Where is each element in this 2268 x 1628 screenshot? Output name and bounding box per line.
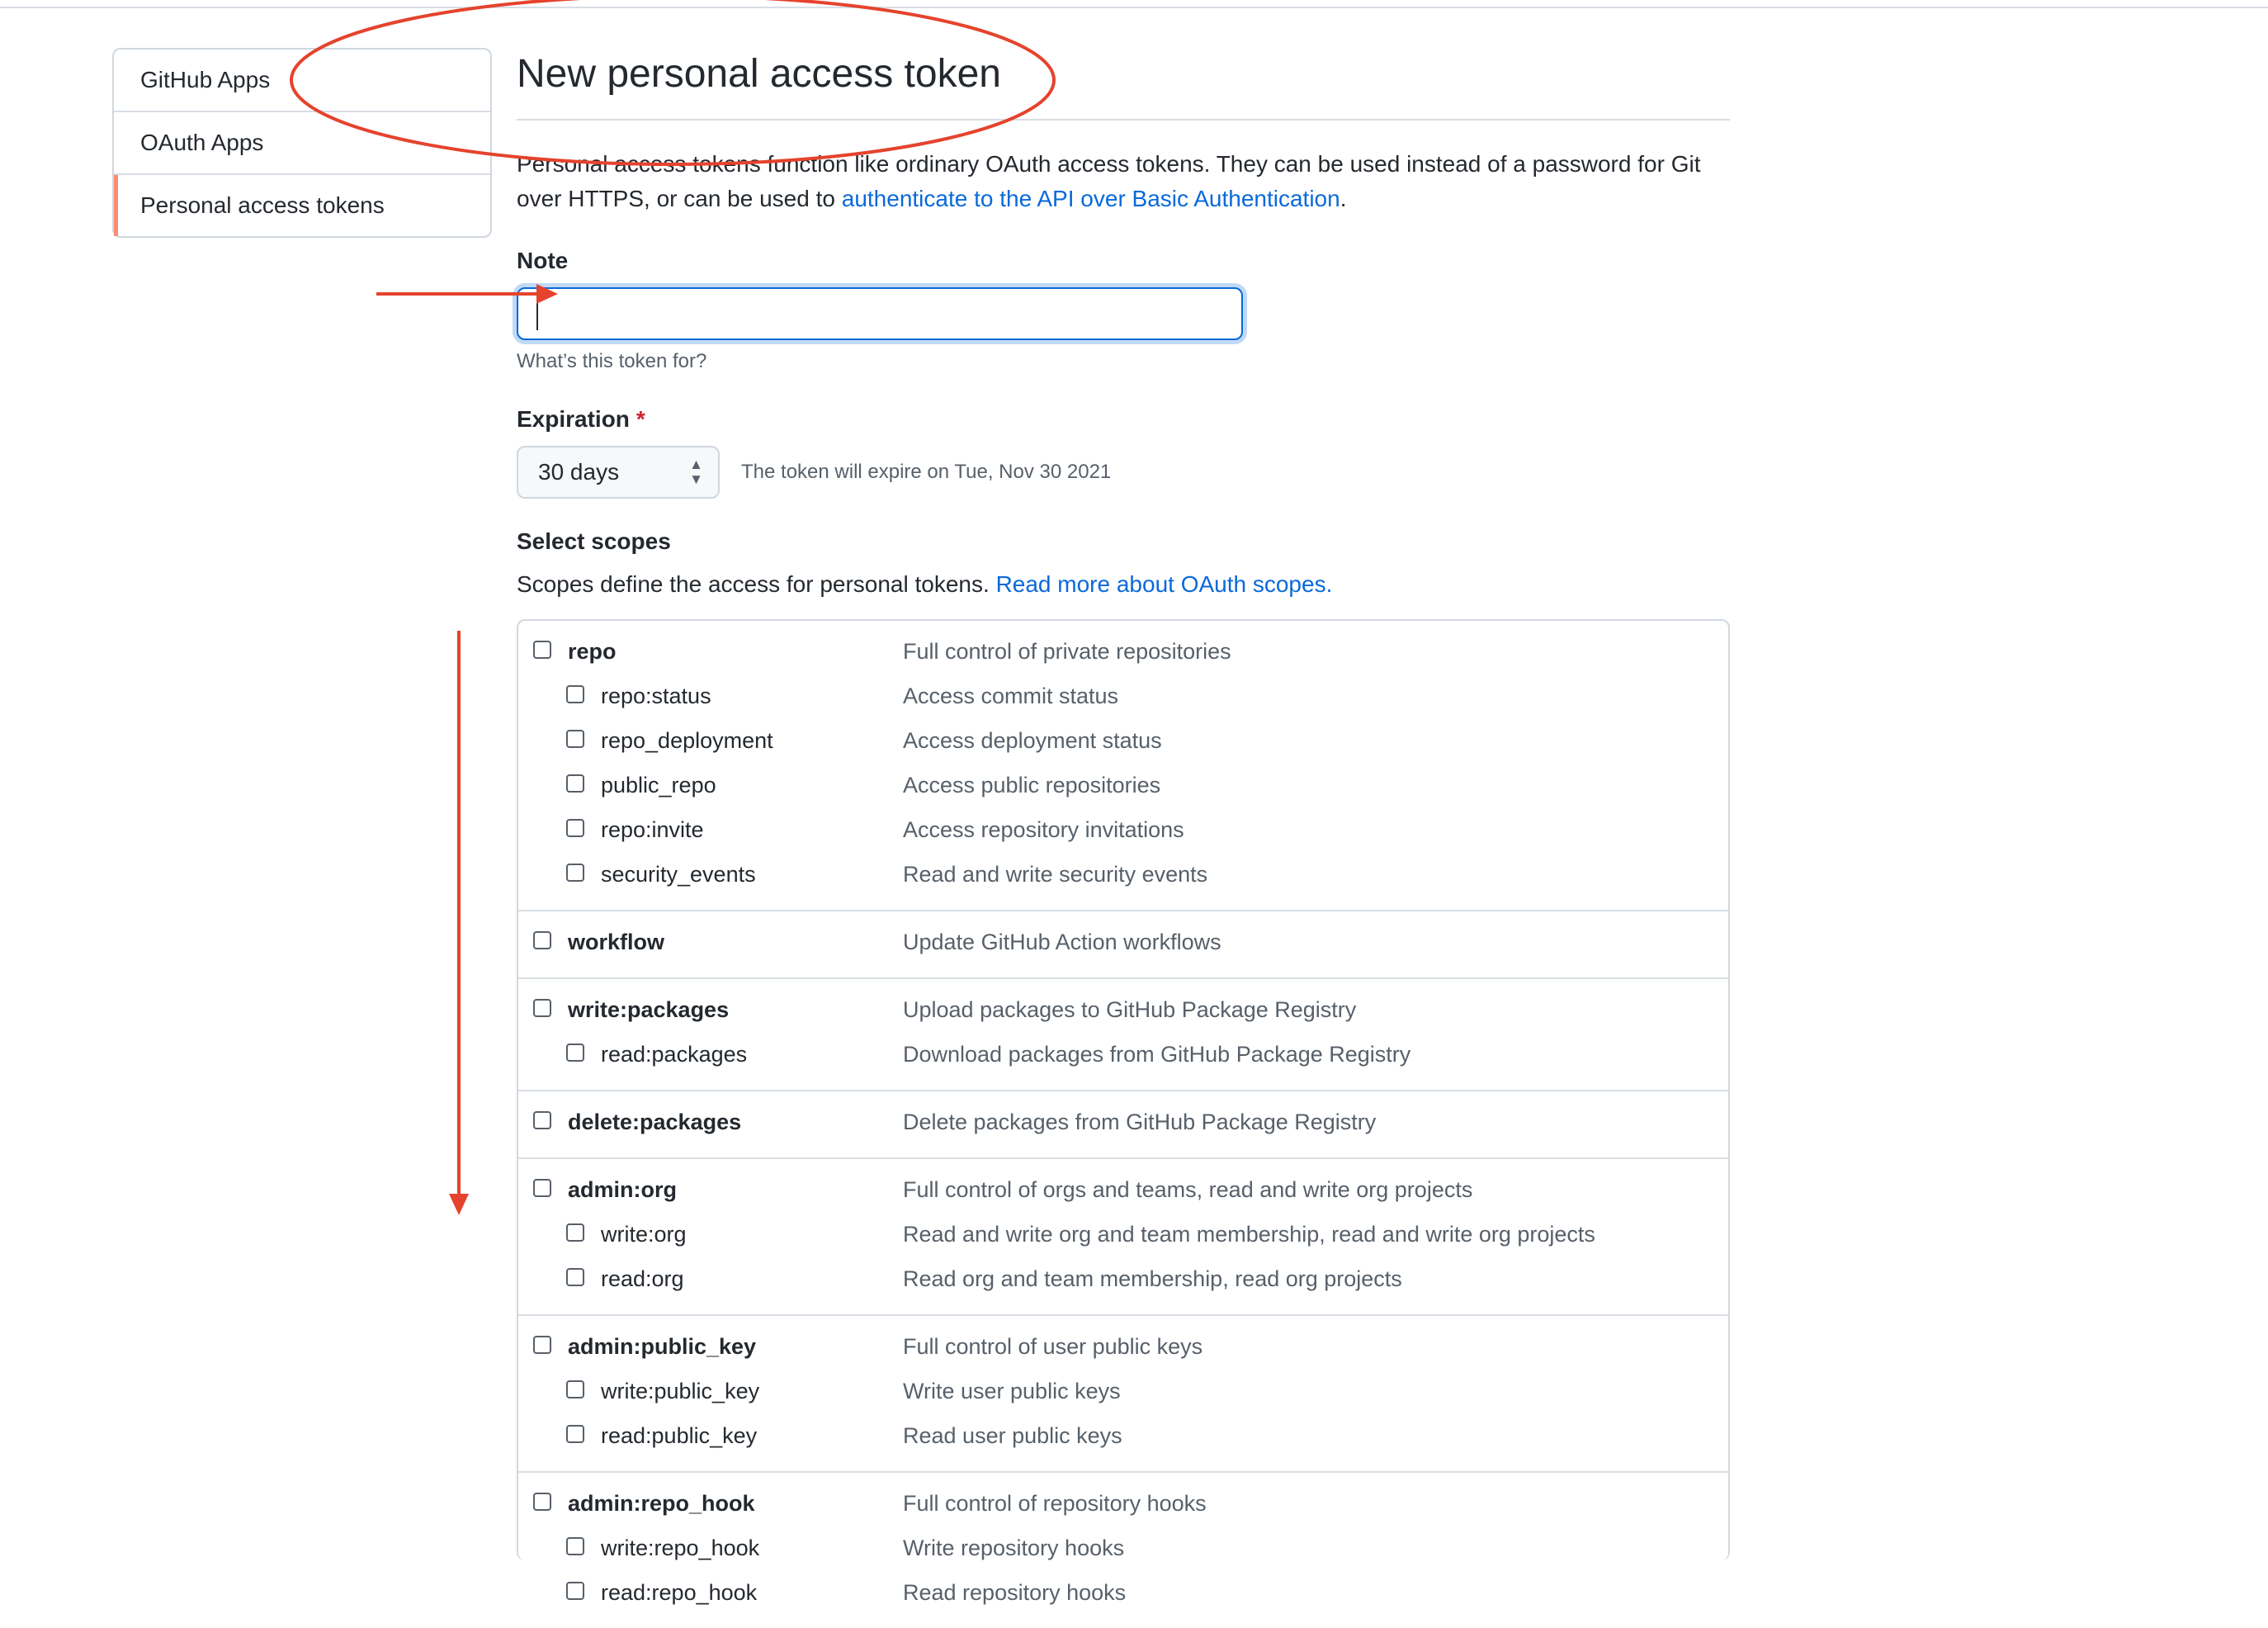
scope-description: Full control of private repositories: [903, 639, 1231, 664]
scope-name[interactable]: workflow: [568, 930, 665, 954]
scope-checkbox[interactable]: [566, 819, 584, 837]
scope-checkbox[interactable]: [566, 1223, 584, 1242]
scope-checkbox[interactable]: [566, 774, 584, 793]
scope-row: [518, 720, 1728, 764]
scope-description: Read and write security events: [903, 862, 1208, 887]
scope-checkbox[interactable]: [566, 685, 584, 703]
scope-description: Update GitHub Action workflows: [903, 930, 1221, 954]
scope-description: Delete packages from GitHub Package Registry: [903, 1110, 1377, 1134]
scope-checkbox[interactable]: [533, 1111, 551, 1129]
select-scopes-heading: Select scopes: [517, 528, 671, 554]
scope-group: [518, 1471, 1728, 1628]
sidebar-item-github-apps[interactable]: GitHub Apps: [140, 67, 271, 92]
scope-row: [518, 854, 1728, 898]
scope-row: [518, 1258, 1728, 1303]
scope-group: [518, 977, 1728, 1090]
scope-name[interactable]: repo_deployment: [601, 728, 773, 753]
select-updown-icon: ▲ ▼: [689, 457, 703, 487]
scope-description: Read repository hooks: [903, 1580, 1127, 1605]
intro-text: Personal access tokens function like ordinary OAuth access tokens. They can be used instead of a password for Git over HTTPS, or can be used to: [517, 151, 1701, 211]
scope-description: Access commit status: [903, 684, 1119, 708]
scope-checkbox[interactable]: [566, 1425, 584, 1443]
scope-row: [518, 1326, 1728, 1370]
scope-row: [518, 1169, 1728, 1214]
settings-sidebar: [112, 48, 492, 238]
scope-checkbox[interactable]: [533, 641, 551, 659]
scope-row: [518, 764, 1728, 809]
scope-name[interactable]: read:public_key: [601, 1423, 758, 1448]
scope-description: Read and write org and team membership, read and write org projects: [903, 1222, 1595, 1247]
scope-checkbox[interactable]: [566, 1582, 584, 1600]
scope-row: [518, 921, 1728, 966]
note-input[interactable]: [517, 287, 1243, 340]
scope-row: [518, 989, 1728, 1034]
scope-row: [518, 1370, 1728, 1415]
scope-row: [518, 1527, 1728, 1572]
scope-group: [518, 1157, 1728, 1314]
intro-paragraph: [517, 147, 1730, 216]
scope-checkbox[interactable]: [533, 1179, 551, 1197]
scope-checkbox[interactable]: [566, 1537, 584, 1555]
scope-checkbox[interactable]: [566, 1380, 584, 1398]
title-divider: [517, 119, 1730, 121]
scope-description: Upload packages to GitHub Package Registry: [903, 997, 1357, 1022]
scope-description: Write repository hooks: [903, 1536, 1125, 1560]
scope-checkbox[interactable]: [533, 1336, 551, 1354]
expiration-label: [517, 406, 645, 433]
top-divider: [0, 7, 2268, 8]
basic-auth-link[interactable]: authenticate to the API over Basic Authentication: [841, 186, 1340, 211]
note-hint: What’s this token for?: [517, 350, 707, 372]
scope-checkbox[interactable]: [566, 1044, 584, 1062]
scope-row: [518, 675, 1728, 720]
scope-name[interactable]: admin:repo_hook: [568, 1491, 755, 1516]
scope-group: [518, 621, 1728, 910]
scope-name[interactable]: delete:packages: [568, 1110, 742, 1134]
required-mark: *: [636, 406, 645, 432]
scope-name[interactable]: repo: [568, 639, 617, 664]
scope-row: [518, 1101, 1728, 1146]
sidebar-item-oauth-apps[interactable]: OAuth Apps: [114, 111, 490, 173]
scope-name[interactable]: read:org: [601, 1266, 684, 1291]
text-caret: [536, 301, 538, 330]
scope-checkbox[interactable]: [533, 931, 551, 949]
scopes-description: [517, 571, 1332, 598]
scope-row: [518, 1034, 1728, 1078]
scopes-description-text: Scopes define the access for personal tokens.: [517, 571, 996, 597]
note-label: Note: [517, 248, 569, 273]
scope-row: [518, 809, 1728, 854]
scope-description: Full control of repository hooks: [903, 1491, 1207, 1516]
scope-name[interactable]: write:public_key: [601, 1379, 760, 1403]
scope-description: Download packages from GitHub Package Registry: [903, 1042, 1411, 1067]
scopes-table: [517, 619, 1730, 1605]
scope-name[interactable]: public_repo: [601, 773, 716, 797]
scope-description: Access repository invitations: [903, 817, 1184, 842]
scope-description: Access public repositories: [903, 773, 1161, 797]
page-title: New personal access token: [517, 52, 1001, 96]
scope-description: Full control of user public keys: [903, 1334, 1203, 1359]
scope-row: [518, 1214, 1728, 1258]
scope-row: [518, 1483, 1728, 1527]
scope-name[interactable]: read:packages: [601, 1042, 748, 1067]
scope-name[interactable]: write:packages: [568, 997, 730, 1022]
scope-row: [518, 1572, 1728, 1616]
annotation-arrow-down: [449, 631, 469, 1215]
expiration-select[interactable]: [517, 446, 720, 499]
scope-checkbox[interactable]: [533, 1493, 551, 1511]
scope-name[interactable]: repo:invite: [601, 817, 704, 842]
expiration-label-text: Expiration: [517, 406, 630, 432]
scope-checkbox[interactable]: [566, 864, 584, 882]
scope-name[interactable]: write:org: [601, 1222, 687, 1247]
scope-name[interactable]: read:repo_hook: [601, 1580, 758, 1605]
scope-row: [518, 631, 1728, 675]
scope-description: Access deployment status: [903, 728, 1162, 753]
oauth-scopes-link[interactable]: Read more about OAuth scopes.: [995, 571, 1333, 597]
scope-description: Read org and team membership, read org projects: [903, 1266, 1402, 1291]
scope-checkbox[interactable]: [533, 999, 551, 1017]
scope-checkbox[interactable]: [566, 1268, 584, 1286]
scope-row: [518, 1415, 1728, 1460]
scope-name[interactable]: admin:public_key: [568, 1334, 757, 1359]
expiration-selected-value: 30 days: [538, 459, 620, 485]
sidebar-item-personal-access-tokens[interactable]: Personal access tokens: [114, 173, 490, 236]
scope-group: [518, 1314, 1728, 1471]
scope-name[interactable]: admin:org: [568, 1177, 677, 1202]
scope-name[interactable]: write:repo_hook: [601, 1536, 760, 1560]
intro-end: .: [1340, 186, 1347, 211]
scope-group: [518, 910, 1728, 977]
scope-group: [518, 1090, 1728, 1157]
scope-description: Read user public keys: [903, 1423, 1122, 1448]
scope-name[interactable]: security_events: [601, 862, 756, 887]
expiration-note: The token will expire on Tue, Nov 30 2021: [741, 461, 1112, 483]
scope-description: Full control of orgs and teams, read and write org projects: [903, 1177, 1473, 1202]
scope-description: Write user public keys: [903, 1379, 1121, 1403]
scope-name[interactable]: repo:status: [601, 684, 711, 708]
scope-checkbox[interactable]: [566, 730, 584, 748]
